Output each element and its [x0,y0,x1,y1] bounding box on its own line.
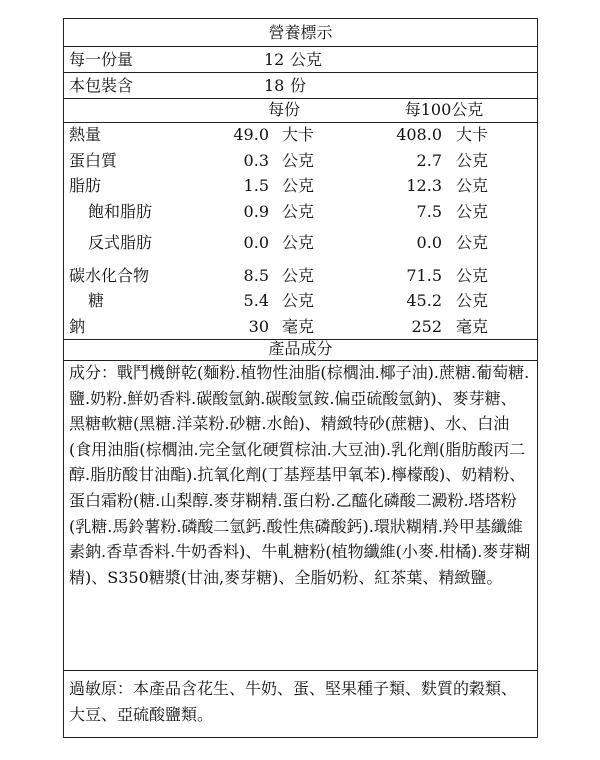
nutrient-value-per-100g: 252 [411,317,442,336]
nutrient-value-per-serving: 8.5 [243,266,269,285]
nutrient-unit-per-serving: 公克 [282,291,315,310]
nutrient-value-per-serving: 49.0 [233,125,269,144]
nutrient-name: 蛋白質 [69,151,118,170]
nutrient-value-per-100g: 12.3 [406,176,442,195]
nutrient-value-per-serving: 5.4 [243,291,269,310]
nutrient-value-per-100g: 408.0 [396,125,442,144]
nutrient-unit-per-100g: 毫克 [456,317,489,336]
nutrient-value-per-100g: 45.2 [406,291,442,310]
nutrient-unit-per-serving: 毫克 [282,317,315,336]
divider [64,46,537,47]
nutrient-name: 反式脂肪 [88,233,153,252]
nutrient-value-per-serving: 1.5 [243,176,269,195]
nutrition-label [63,18,538,738]
nutrient-name: 飽和脂肪 [88,202,153,221]
nutrient-value-per-serving: 30 [248,317,269,336]
nutrient-unit-per-100g: 公克 [456,176,489,195]
nutrient-unit-per-100g: 公克 [456,151,489,170]
nutrient-value-per-serving: 0.0 [243,233,269,252]
nutrient-unit-per-100g: 大卡 [456,125,489,144]
nutrient-value-per-serving: 0.9 [243,202,269,221]
col-per-100g: 每100公克 [404,100,484,119]
nutrient-name: 糖 [88,291,105,310]
serving-size-unit: 公克 [290,50,323,69]
nutrient-value-per-100g: 7.5 [416,202,442,221]
nutrient-unit-per-100g: 公克 [456,291,489,310]
nutrient-name: 鈉 [69,317,86,336]
nutrient-unit-per-serving: 公克 [282,202,315,221]
nutrient-unit-per-serving: 大卡 [282,125,315,144]
divider [64,72,537,73]
serving-size-value: 12 [264,50,285,69]
nutrient-value-per-100g: 0.0 [416,233,442,252]
divider [64,122,537,123]
serving-size-label: 每一份量 [69,50,134,69]
allergen-text: 過敏原：本產品含花生、牛奶、蛋、堅果種子類、麩質的穀類、大豆、亞硫酸鹽類。 [69,679,518,724]
nutrition-title: 營養標示 [268,23,333,42]
nutrient-name: 脂肪 [69,176,102,195]
nutrient-name: 熱量 [69,125,102,144]
divider [64,670,537,671]
nutrient-value-per-serving: 0.3 [243,151,269,170]
nutrient-unit-per-100g: 公克 [456,202,489,221]
servings-unit: 份 [290,76,307,95]
nutrient-unit-per-100g: 公克 [456,266,489,285]
nutrient-unit-per-serving: 公克 [282,233,315,252]
servings-value: 18 [264,76,285,95]
divider [64,98,537,99]
nutrient-unit-per-serving: 公克 [282,151,315,170]
nutrient-unit-per-serving: 公克 [282,176,315,195]
servings-label: 本包裝含 [69,76,134,95]
nutrient-unit-per-serving: 公克 [282,266,315,285]
nutrient-name: 碳水化合物 [69,266,150,285]
nutrient-unit-per-100g: 公克 [456,233,489,252]
ingredients-text: 成分：戰鬥機餅乾(麵粉.植物性油脂(棕櫚油.椰子油).蔗糖.葡萄糖.鹽.奶粉.鮮奶香料.碳酸氫鈉.碳酸氫銨.偏亞硫酸氫鈉)、麥芽糖、黑糖軟糖(黑糖.洋菜粉.砂糖.水飴)、精緻特砂(蔗糖)、水、白油(食用油脂(棕櫚油.完全氫化硬質棕油.大豆油).乳化劑(脂肪酸丙二醇.脂肪酸甘油酯).抗氧化劑(丁基羥基甲氧苯).檸檬酸)、奶精粉、蛋白霜粉(糖.山梨醇.麥芽糊精.蛋白粉.乙醯化磷酸二澱粉.塔塔粉(乳糖.馬鈴薯粉.磷酸二氫鈣.酸性焦磷酸鈣).環狀糊精.羚甲基纖維素鈉.香草香料.牛奶香料)、牛軋糖粉(植物纖維(小麥.柑橘).麥芽糊精)、S350糖漿(甘油,麥芽糖)、全脂奶粉、紅茶葉、精緻鹽。 [69,363,531,587]
nutrient-value-per-100g: 2.7 [416,151,442,170]
ingredients-title: 產品成分 [268,339,333,358]
nutrient-value-per-100g: 71.5 [406,266,442,285]
col-per-serving: 每份 [267,100,300,119]
